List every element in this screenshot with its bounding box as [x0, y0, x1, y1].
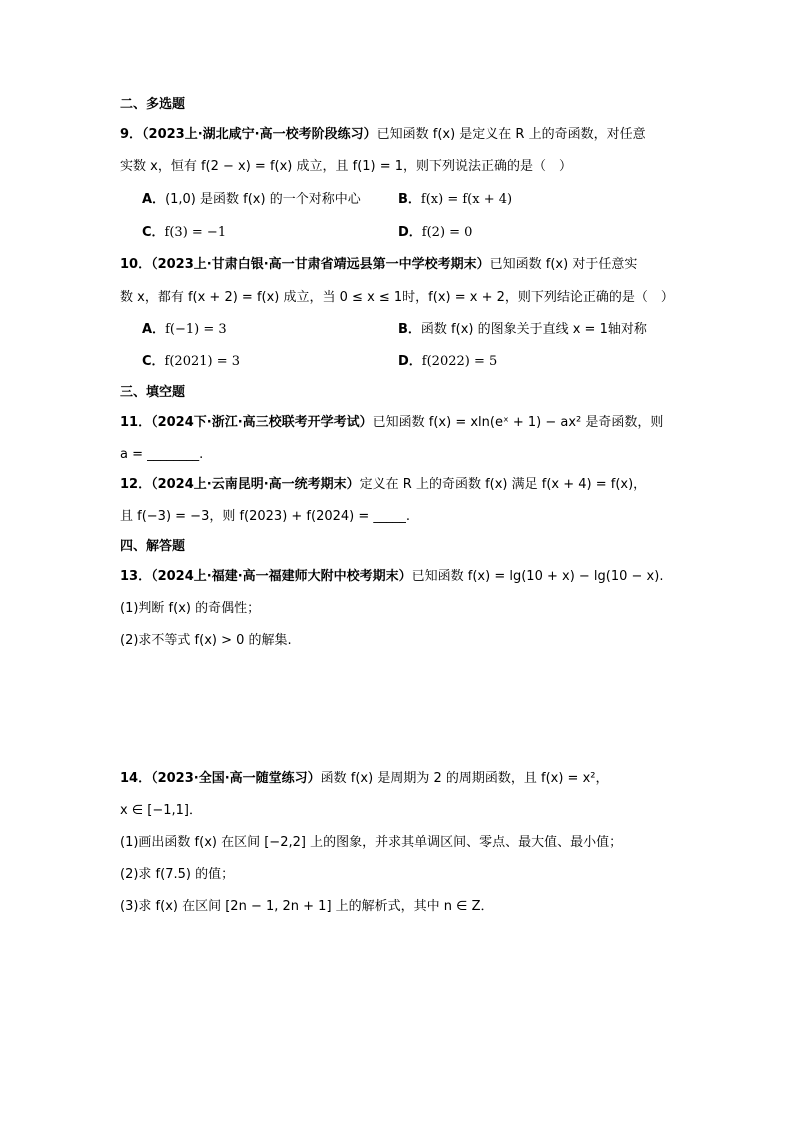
option-text: 函数 f(x) 的图象关于直线 x = 1轴对称: [420, 322, 647, 337]
section-heading-fill-in: 三、填空题: [120, 385, 186, 400]
option-text: f(−1) = 3: [165, 322, 227, 337]
question-10-line-2: 数 x，都有 f(x + 2) = f(x) 成立，当 0 ≤ x ≤ 1时，f(x) = x + 2，则下列结论正确的是（ ）: [120, 290, 674, 305]
question-12-line-1: [120, 476, 646, 494]
question-9-option-d: [398, 224, 472, 242]
question-11-line-1: [120, 414, 663, 432]
question-10-option-a: [142, 321, 227, 339]
question-text: 已知函数 f(x) = lg(10 + x) − lg(10 − x).: [411, 569, 664, 584]
question-14-part-2: (2)求 f(7.5) 的值；: [120, 867, 235, 882]
option-label: D．: [398, 225, 422, 240]
question-text: 定义在 R 上的奇函数 f(x) 满足 f(x + 4) = f(x)，: [359, 477, 647, 492]
question-source: （2024上·云南昆明·高一统考期末）: [151, 477, 360, 492]
question-text: 已知函数 f(x) 是定义在 R 上的奇函数，对任意: [376, 127, 646, 142]
option-label: C．: [142, 354, 165, 369]
question-10-line-1: [120, 256, 637, 274]
question-14-part-3: (3)求 f(x) 在区间 [2n − 1, 2n + 1] 上的解析式，其中 n ∈ Z．: [120, 899, 494, 914]
question-9-option-c: [142, 224, 226, 242]
question-number: 14．: [120, 771, 152, 786]
option-text: f(x) = f(x + 4): [420, 192, 513, 207]
option-label: C．: [142, 225, 165, 240]
question-number: 12．: [120, 477, 152, 492]
option-label: B．: [398, 192, 421, 207]
question-text: 函数 f(x) 是周期为 2 的周期函数，且 f(x) = x²，: [320, 771, 609, 786]
question-number: 11．: [120, 415, 152, 430]
question-13-part-1: (1)判断 f(x) 的奇偶性；: [120, 601, 261, 616]
question-source: （2023上·甘肃白银·高一甘肃省靖远县第一中学校考期末）: [151, 257, 490, 272]
question-9-option-a: [142, 191, 361, 209]
question-9-line-2: 实数 x，恒有 f(2 − x) = f(x) 成立，且 f(1) = 1，则下列说法正确的是（ ）: [120, 159, 573, 174]
question-10-option-b: [398, 321, 647, 339]
option-label: A．: [142, 322, 166, 337]
option-text: f(3) = −1: [164, 225, 227, 240]
question-12-line-2: 且 f(−3) = −3，则 f(2023) + f(2024) = _____.: [120, 509, 411, 524]
question-11-answer-blank: a = ________.: [120, 447, 204, 462]
question-9-option-b: [398, 191, 512, 209]
option-text: f(2021) = 3: [164, 354, 241, 369]
option-text: f(2022) = 5: [421, 354, 498, 369]
question-14-part-1: (1)画出函数 f(x) 在区间 [−2,2] 上的图象，并求其单调区间、零点、最大值、最小值；: [120, 835, 623, 850]
question-source: （2023·全国·高一随堂练习）: [151, 771, 321, 786]
question-14-line-1: [120, 770, 608, 788]
question-source: （2023上·湖北咸宁·高一校考阶段练习）: [142, 127, 377, 142]
option-text: f(2) = 0: [421, 225, 473, 240]
question-13-line-1: [120, 568, 663, 586]
question-number: 13．: [120, 569, 152, 584]
option-label: A．: [142, 192, 166, 207]
question-9-line-1: [120, 126, 646, 144]
question-10-option-d: [398, 353, 497, 371]
question-number: 10．: [120, 257, 152, 272]
question-13-part-2: (2)求不等式 f(x) > 0 的解集.: [120, 633, 292, 648]
question-text: 已知函数 f(x) 对于任意实: [489, 257, 638, 272]
question-10-option-c: [142, 353, 240, 371]
question-number: 9．: [120, 127, 143, 142]
question-text: 已知函数 f(x) = xln(eˣ + 1) − ax² 是奇函数，则: [372, 415, 664, 430]
section-heading-solutions: 四、解答题: [120, 539, 186, 554]
question-source: （2024上·福建·高一福建师大附中校考期末）: [151, 569, 412, 584]
option-label: B．: [398, 322, 421, 337]
question-14-line-2: x ∈ [−1,1]．: [120, 803, 202, 818]
question-source: （2024下·浙江·高三校联考开学考试）: [151, 415, 373, 430]
option-text: (1,0) 是函数 f(x) 的一个对称中心: [165, 192, 361, 207]
option-label: D．: [398, 354, 422, 369]
section-heading-multiple-choice: 二、多选题: [120, 97, 186, 112]
